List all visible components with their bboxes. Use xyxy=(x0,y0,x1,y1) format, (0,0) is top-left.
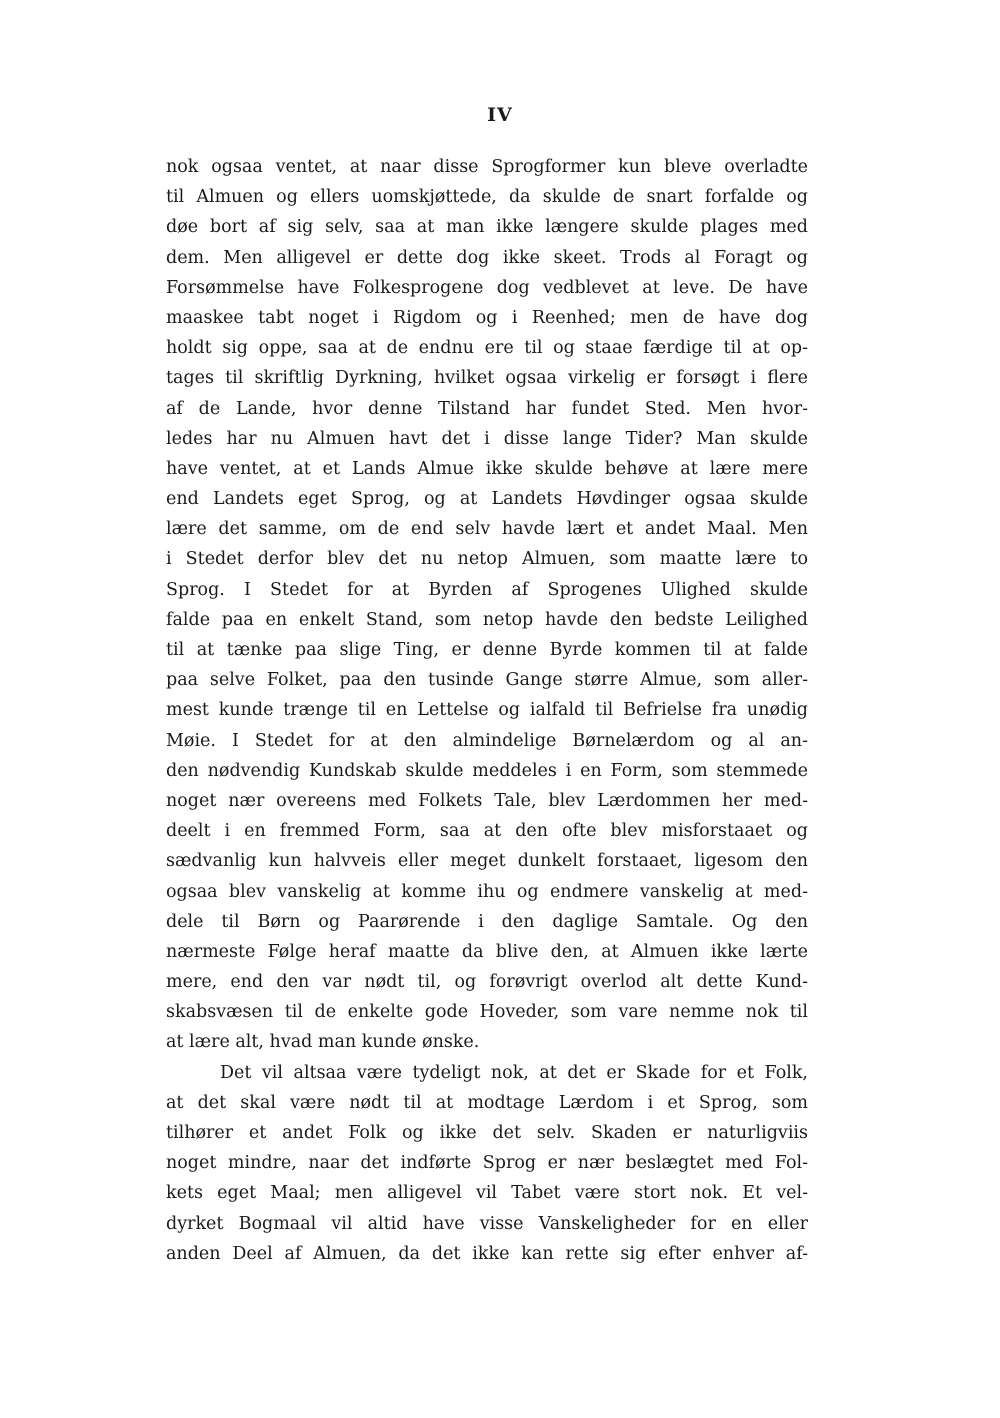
text-line: nok ogsaa ventet, at naar disse Sprogformer kun bleve overladte xyxy=(166,157,808,177)
paragraph-2 xyxy=(166,1058,808,1269)
text-line: døe bort af sig selv, saa at man ikke længere skulde plages med xyxy=(166,217,808,238)
text-line: skabsvæsen til de enkelte gode Hoveder, som vare nemme nok til xyxy=(166,1002,808,1023)
text-line: ledes har nu Almuen havt det i disse lange Tider? Man skulde xyxy=(166,428,808,449)
text-line: lære det samme, om de end selv havde lært et andet Maal. Men xyxy=(166,519,808,540)
text-line: sædvanlig kun halvveis eller meget dunkelt forstaaet, ligesom den xyxy=(166,851,808,872)
text-line: dem. Men alligevel er dette dog ikke skeet. Trods al Foragt og xyxy=(166,247,808,268)
text-line: Sprog. I Stedet for at Byrden af Sprogenes Ulighed skulde xyxy=(166,579,808,600)
body-text xyxy=(166,152,808,1269)
text-line: holdt sig oppe, saa at de endnu ere til og staae færdige til at op- xyxy=(166,338,808,359)
text-line: have ventet, at et Lands Almue ikke skulde behøve at lære mere xyxy=(166,458,808,479)
text-line: falde paa en enkelt Stand, som netop havde den bedste Leilighed xyxy=(166,609,808,630)
text-line: noget mindre, naar det indførte Sprog er nær beslægtet med Fol- xyxy=(166,1153,808,1174)
text-line: af de Lande, hvor denne Tilstand har fundet Sted. Men hvor- xyxy=(166,398,808,419)
text-line: tages til skriftlig Dyrkning, hvilket ogsaa virkelig er forsøgt i flere xyxy=(166,368,808,389)
text-line: at lære alt, hvad man kunde ønske. xyxy=(166,1032,480,1053)
text-line: dele til Børn og Paarørende i den daglige Samtale. Og den xyxy=(166,911,808,932)
text-line: mere, end den var nødt til, og forøvrigt overlod alt dette Kund- xyxy=(166,972,808,993)
text-line: maaskee tabt noget i Rigdom og i Reenhed; men de have dog xyxy=(166,307,808,328)
text-line: tilhører et andet Folk og ikke det selv. Skaden er naturligviis xyxy=(166,1123,808,1143)
text-line: kets eget Maal; men alligevel vil Tabet være stort nok. Et vel- xyxy=(166,1183,808,1204)
text-line: til Almuen og ellers uomskjøttede, da skulde de snart forfalde og xyxy=(166,187,808,208)
text-line: dyrket Bogmaal vil altid have visse Vanskeligheder for en eller xyxy=(166,1213,808,1234)
text-line: Det vil altsaa være tydeligt nok, at det er Skade for et Folk, xyxy=(220,1062,808,1083)
paragraph-1 xyxy=(166,152,808,1058)
text-line: i Stedet derfor blev det nu netop Almuen, som maatte lære to xyxy=(166,549,808,570)
text-line: at det skal være nødt til at modtage Lærdom i et Sprog, som xyxy=(166,1092,808,1113)
text-line: mest kunde trænge til en Lettelse og ialfald til Befrielse fra unødig xyxy=(166,700,808,721)
text-line: nærmeste Følge heraf maatte da blive den, at Almuen ikke lærte xyxy=(166,941,808,962)
page-number: IV xyxy=(487,104,513,126)
text-line: anden Deel af Almuen, da det ikke kan rette sig efter enhver af- xyxy=(166,1243,808,1264)
text-line: deelt i en fremmed Form, saa at den ofte blev misforstaaet og xyxy=(166,821,808,842)
text-line: paa selve Folket, paa den tusinde Gange større Almue, som aller- xyxy=(166,670,808,691)
text-line: Møie. I Stedet for at den almindelige Børnelærdom og al an- xyxy=(166,730,808,751)
text-line: den nødvendig Kundskab skulde meddeles i en Form, som stemmede xyxy=(166,760,808,781)
text-line: Forsømmelse have Folkesprogene dog vedblevet at leve. De have xyxy=(166,277,808,298)
text-line: ogsaa blev vanskelig at komme ihu og endmere vanskelig at med- xyxy=(166,881,808,902)
text-line: til at tænke paa slige Ting, er denne Byrde kommen til at falde xyxy=(166,640,808,660)
text-line: noget nær overeens med Folkets Tale, blev Lærdommen her med- xyxy=(166,790,808,811)
text-line: end Landets eget Sprog, og at Landets Høvdinger ogsaa skulde xyxy=(166,489,808,510)
